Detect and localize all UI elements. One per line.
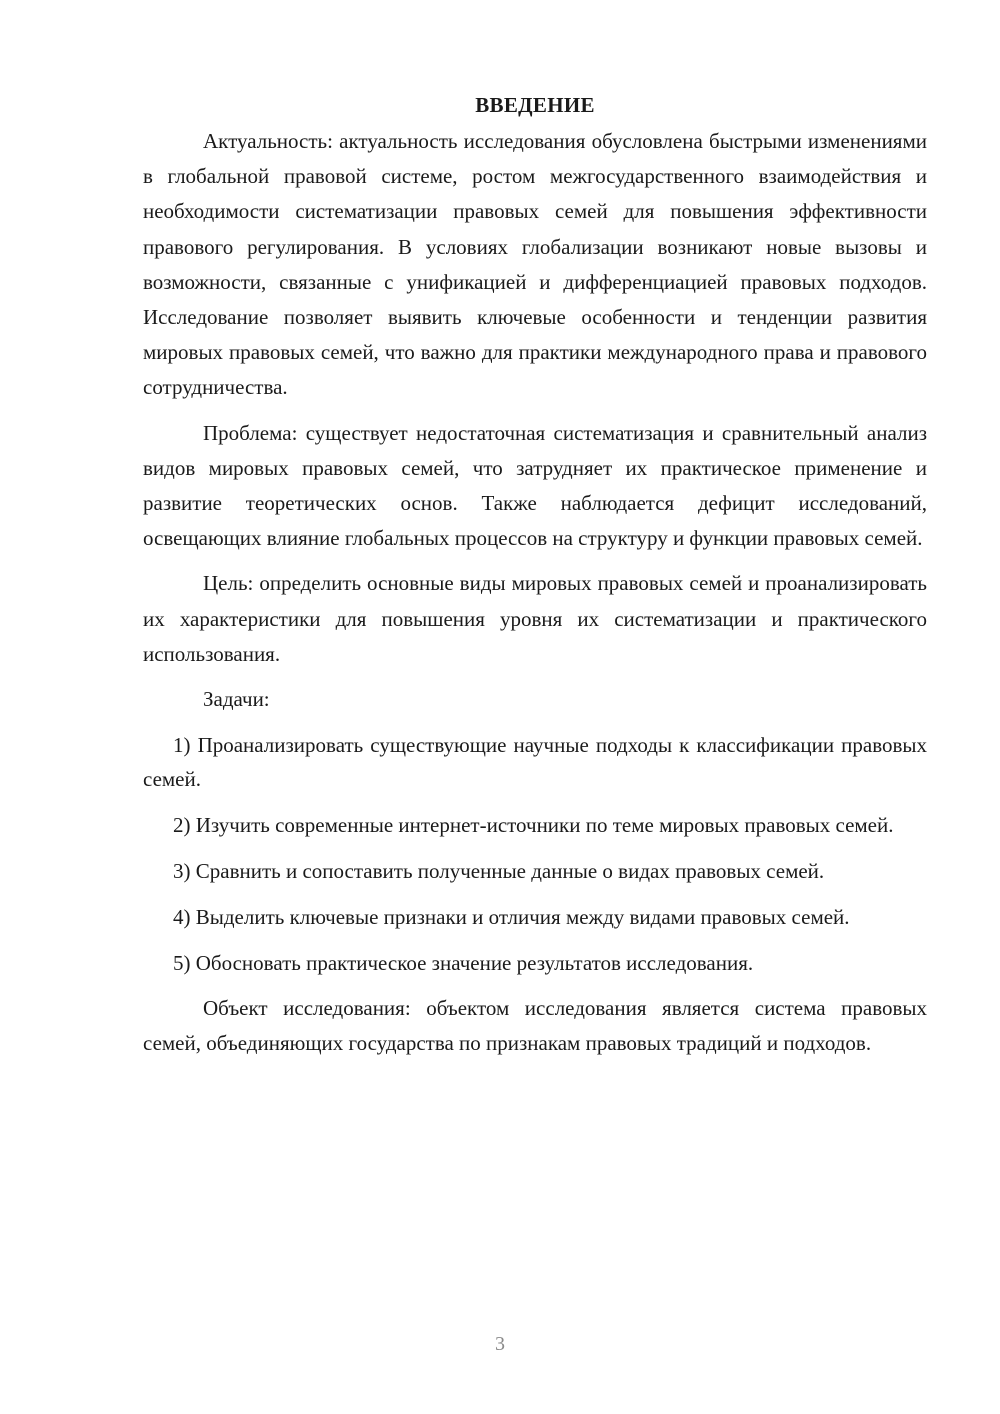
paragraph-relevance: Актуальность: актуальность исследования обусловлена быстрыми изменениями в глобальной правовой системе, ростом межгосударственного взаимодействия и необходимости систематизации правовых семей для повышения эффективности правового регулирования. В условиях глобализации возникают новые вызовы и возможности, связанные с унификацией и дифференциацией правовых подходов. Исследование позволяет выявить ключевые особенности и тенденции развития мировых правовых семей, что важно для практики международного права и правового сотрудничества. xyxy=(143,129,927,400)
list-item: 5) Обосновать практическое значение результатов исследования. xyxy=(173,951,754,976)
paragraph-object: Объект исследования: объектом исследования является система правовых семей, объединяющих государства по признакам правовых традиций и подходов. xyxy=(143,996,927,1056)
page-number: 3 xyxy=(495,1333,505,1355)
paragraph-problem: Проблема: существует недостаточная систематизация и сравнительный анализ видов мировых правовых семей, что затрудняет их практическое применение и развитие теоретических основ. Также наблюдается дефицит исследований, освещающих влияние глобальных процессов на структуру и функции правовых семей. xyxy=(143,420,927,551)
page-title: ВВЕДЕНИЕ xyxy=(475,93,595,117)
list-item: 4) Выделить ключевые признаки и отличия между видами правовых семей. xyxy=(173,905,850,930)
list-item: 3) Сравнить и сопоставить полученные данные о видах правовых семей. xyxy=(173,859,825,884)
list-item: 2) Изучить современные интернет-источники по теме мировых правовых семей. xyxy=(173,813,894,838)
list-item: 1) Проанализировать существующие научные подходы к классификации правовых семей. xyxy=(143,733,927,792)
tasks-heading: Задачи: xyxy=(203,687,270,712)
tasks-list xyxy=(143,728,927,980)
document-page xyxy=(143,88,927,1062)
paragraph-goal: Цель: определить основные виды мировых правовых семей и проанализировать их характеристики для повышения уровня их систематизации и практического использования. xyxy=(143,571,927,666)
